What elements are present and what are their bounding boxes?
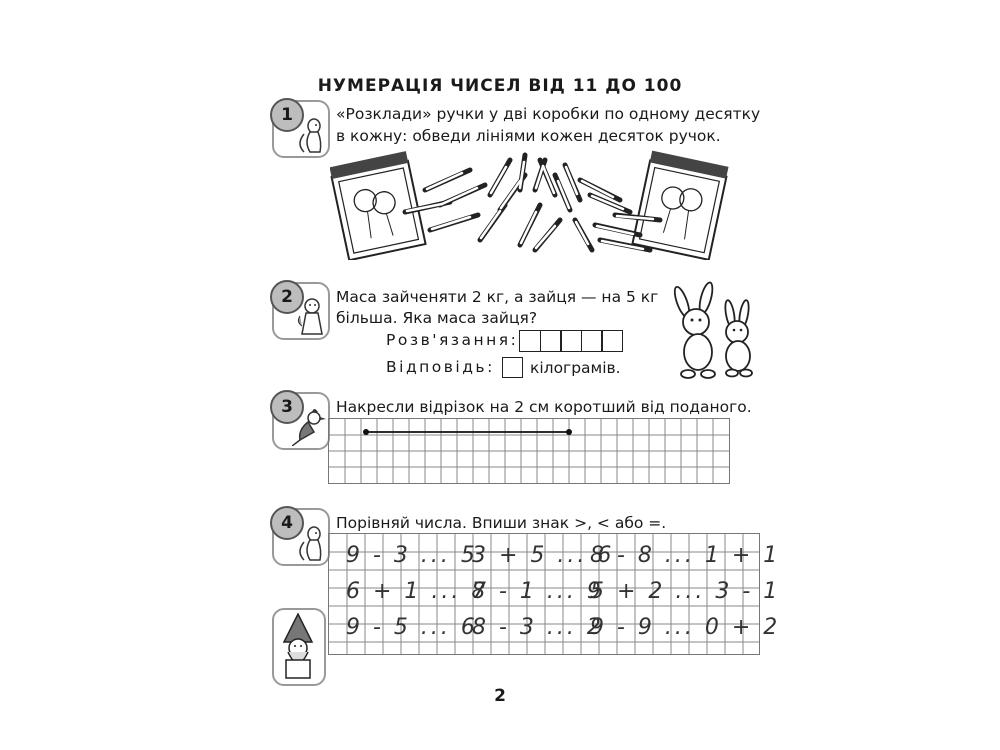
woodpecker-icon (292, 406, 326, 446)
comparison-2-2[interactable]: 7 - 1 ... 9 (472, 579, 604, 604)
solution-label: Розв'язання: (386, 331, 519, 349)
comparison-2-1[interactable]: 6 + 1 ... 8 (346, 579, 489, 604)
task-3-grid[interactable] (328, 418, 730, 484)
task-number: 2 (270, 280, 304, 314)
page-number: 2 (494, 686, 506, 706)
comparison-1-1[interactable]: 9 - 3 ... 5 (346, 543, 478, 568)
task-4-badge (272, 508, 330, 566)
task-2-badge (272, 282, 330, 340)
rabbits-icon (670, 280, 770, 380)
comparison-3-2[interactable]: 8 - 3 ... 2 (472, 615, 604, 640)
squirrel-icon (296, 114, 326, 154)
comparison-3-1[interactable]: 9 - 5 ... 6 (346, 615, 478, 640)
task-2-line-2: більша. Яка маса зайця? (336, 309, 538, 327)
page-title: НУМЕРАЦІЯ ЧИСЕЛ ВІД 11 ДО 100 (317, 76, 683, 96)
gnome-badge (272, 608, 326, 686)
comparison-1-2[interactable]: 3 + 5 ... 6 (472, 543, 615, 568)
task-number: 1 (270, 98, 304, 132)
answer-box[interactable] (502, 357, 523, 378)
task-1-line-2: в кожну: обведи лініями кожен десяток ручок. (336, 127, 721, 145)
comparison-2-3[interactable]: 5 + 2 ... 3 - 1 (590, 579, 781, 604)
pens-illustration (330, 150, 730, 260)
comparison-1-3[interactable]: 8 - 8 ... 1 + 1 (590, 543, 781, 568)
task-1-line-1: «Розклади» ручки у дві коробки по одному десятку (336, 105, 761, 123)
task-3-badge (272, 392, 330, 450)
task-2-line-1: Маса зайченяти 2 кг, а зайця — на 5 кг (336, 288, 659, 306)
solution-cells[interactable] (519, 330, 622, 352)
squirrel-icon (296, 522, 326, 562)
task-1-badge (272, 100, 330, 158)
task-4-text: Порівняй числа. Впиши знак >, < або =. (336, 514, 667, 532)
girl-icon (296, 296, 326, 336)
answer-label: Відповідь: (386, 358, 495, 376)
task-3-text: Накресли відрізок на 2 см коротший від поданого. (336, 398, 752, 416)
pen-box-icon (330, 151, 426, 260)
gnome-icon (276, 612, 322, 682)
comparison-3-3[interactable]: 9 - 9 ... 0 + 2 (590, 615, 781, 640)
answer-unit: кілограмів. (530, 359, 621, 377)
task-number: 3 (270, 390, 304, 424)
task-number: 4 (270, 506, 304, 540)
